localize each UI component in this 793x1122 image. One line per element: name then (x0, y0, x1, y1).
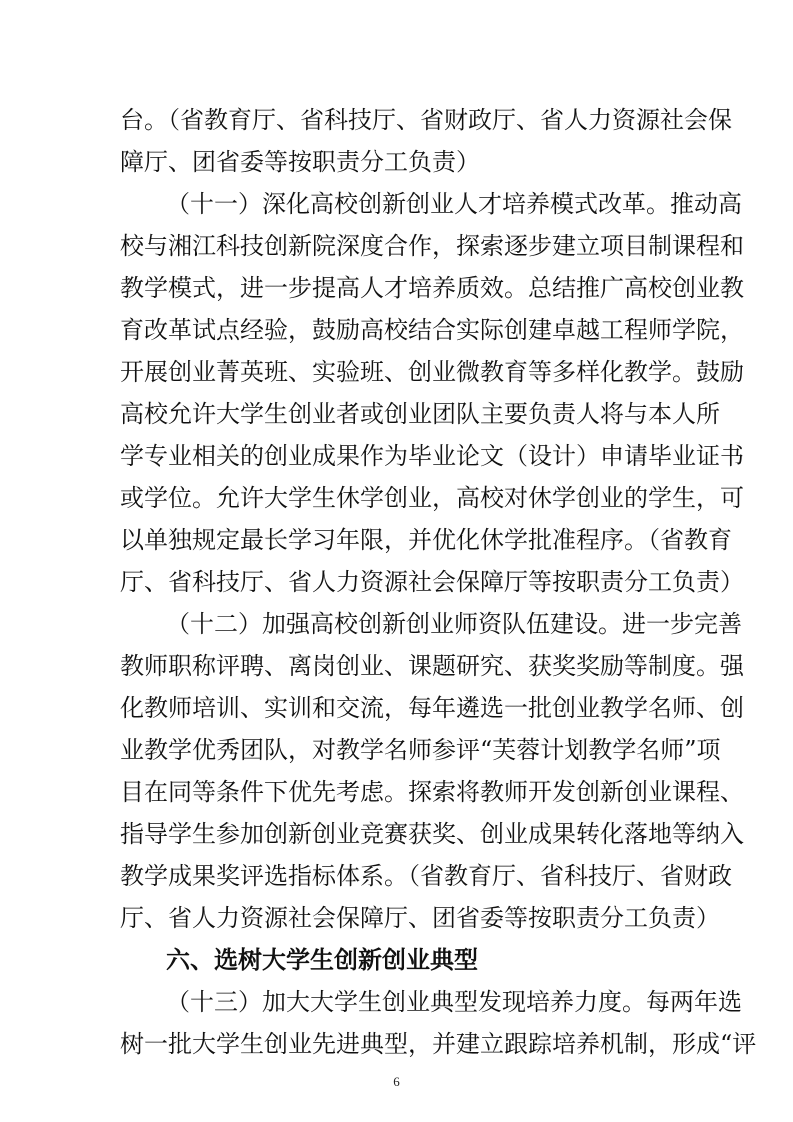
paragraph-line: 化教师培训、实训和交流，每年遴选一批创业教学名师、创 (120, 694, 744, 722)
paragraph-line: 目在同等条件下优先考虑。探索将教师开发创新创业课程、 (120, 778, 744, 806)
paragraph-line: 或学位。允许大学生休学创业，高校对休学创业的学生，可 (120, 484, 744, 512)
paragraph-line: 厅、省科技厅、省人力资源社会保障厅等按职责分工负责） (120, 568, 744, 596)
paragraph-line: 障厅、团省委等按职责分工负责） (120, 148, 480, 176)
paragraph-line: 育改革试点经验，鼓励高校结合实际创建卓越工程师学院， (120, 316, 744, 344)
paragraph-line: 校与湘江科技创新院深度合作，探索逐步建立项目制课程和 (120, 232, 744, 260)
paragraph-line: 业教学优秀团队，对教学名师参评“芙蓉计划教学名师”项 (120, 736, 721, 764)
paragraph-line: 台。（省教育厅、省科技厅、省财政厅、省人力资源社会保 (120, 106, 732, 134)
paragraph-line: （十二）加强高校创新创业师资队伍建设。进一步完善 (166, 610, 742, 638)
paragraph-line: 高校允许大学生创业者或创业团队主要负责人将与本人所 (120, 400, 720, 428)
paragraph-line: 教学成果奖评选指标体系。（省教育厅、省科技厅、省财政 (120, 862, 732, 890)
paragraph-line: 指导学生参加创新创业竞赛获奖、创业成果转化落地等纳入 (120, 820, 744, 848)
paragraph-line: （十一）深化高校创新创业人才培养模式改革。推动高 (166, 190, 742, 218)
paragraph-line: 教学模式，进一步提高人才培养质效。总结推广高校创业教 (120, 274, 744, 302)
paragraph-line: （十三）加大大学生创业典型发现培养力度。每两年选 (166, 988, 742, 1016)
section-heading: 六、选树大学生创新创业典型 (166, 946, 478, 974)
page-number: 6 (393, 1074, 400, 1089)
paragraph-line: 以单独规定最长学习年限，并优化休学批准程序。（省教育 (120, 526, 732, 554)
paragraph-line: 教师职称评聘、离岗创业、课题研究、获奖奖励等制度。强 (120, 652, 744, 680)
paragraph-line: 树一批大学生创业先进典型，并建立跟踪培养机制，形成“评 (120, 1030, 757, 1058)
paragraph-line: 厅、省人力资源社会保障厅、团省委等按职责分工负责） (120, 904, 720, 932)
paragraph-line: 学专业相关的创业成果作为毕业论文（设计）申请毕业证书 (120, 442, 744, 470)
paragraph-line: 开展创业菁英班、实验班、创业微教育等多样化教学。鼓励 (120, 358, 744, 386)
